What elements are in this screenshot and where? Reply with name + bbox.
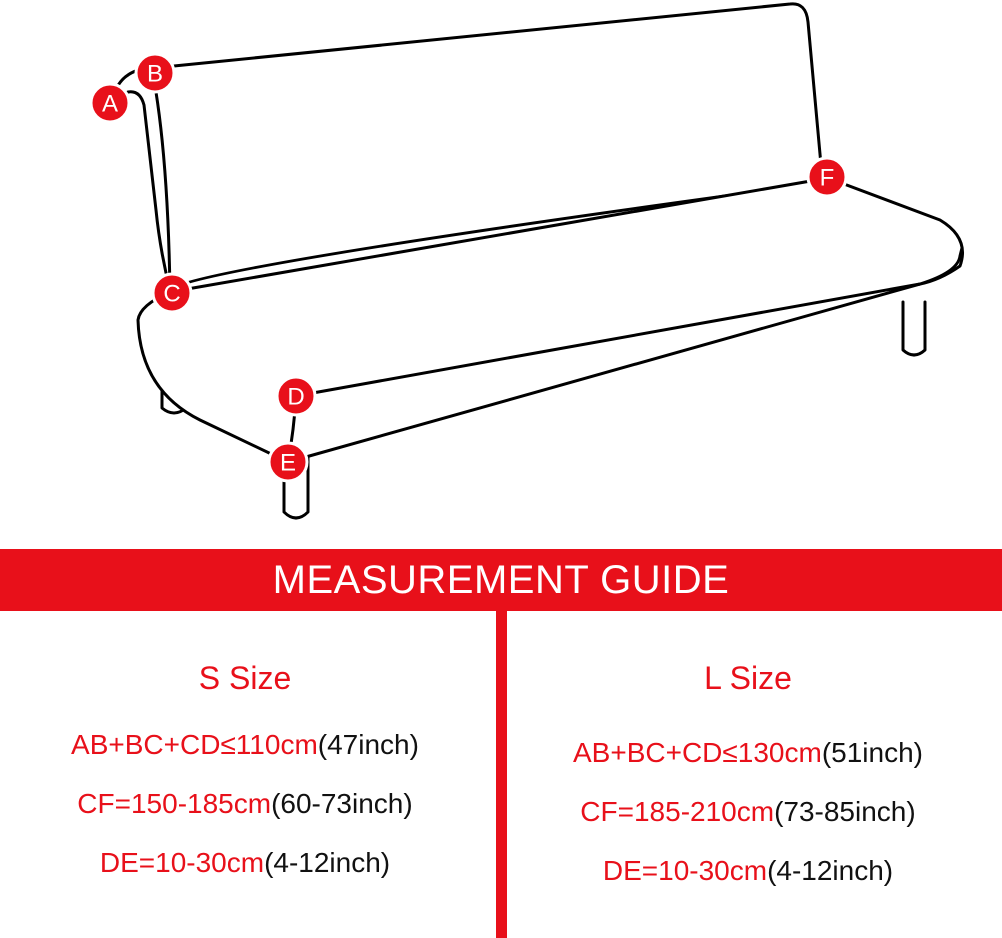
spec-measure: AB+BC+CD≤130cm — [573, 737, 822, 768]
spec-measure: AB+BC+CD≤110cm — [71, 729, 318, 760]
marker-letter: C — [163, 280, 181, 308]
size-column-s — [0, 650, 490, 878]
spec-inch: (47inch) — [317, 729, 419, 760]
spec-measure: CF=185-210cm — [580, 796, 775, 827]
marker-letter: E — [279, 449, 297, 477]
marker-d — [277, 377, 315, 415]
spec-line-de — [503, 856, 993, 886]
spec-inch: (73-85inch) — [774, 796, 916, 827]
spec-inch: (60-73inch) — [271, 788, 413, 819]
marker-f — [808, 158, 846, 196]
spec-inch: (4-12inch) — [264, 847, 391, 878]
spec-measure: DE=10-30cm — [602, 855, 768, 886]
size-title: S Size — [198, 660, 292, 696]
marker-c — [153, 274, 191, 312]
size-column-l — [503, 650, 993, 886]
spec-line-ab-bc-cd — [503, 738, 993, 768]
spec-line-de — [0, 848, 490, 878]
spec-line-cf — [503, 797, 993, 827]
banner-title: MEASUREMENT GUIDE — [272, 557, 730, 602]
spec-line-ab-bc-cd — [0, 730, 490, 760]
marker-letter: F — [819, 164, 835, 192]
marker-letter: B — [146, 60, 164, 88]
size-title: L Size — [704, 660, 792, 696]
sofa-leg-back-right — [903, 302, 925, 355]
measurement-guide-banner — [0, 549, 1002, 611]
marker-letter: D — [287, 383, 305, 411]
spec-inch: (51inch) — [821, 737, 923, 768]
marker-e — [269, 443, 307, 481]
spec-line-cf — [0, 789, 490, 819]
marker-letter: A — [101, 90, 119, 118]
spec-measure: CF=150-185cm — [77, 788, 272, 819]
spec-inch: (4-12inch) — [767, 855, 894, 886]
marker-a — [91, 84, 129, 122]
spec-measure: DE=10-30cm — [99, 847, 265, 878]
marker-b — [136, 54, 174, 92]
